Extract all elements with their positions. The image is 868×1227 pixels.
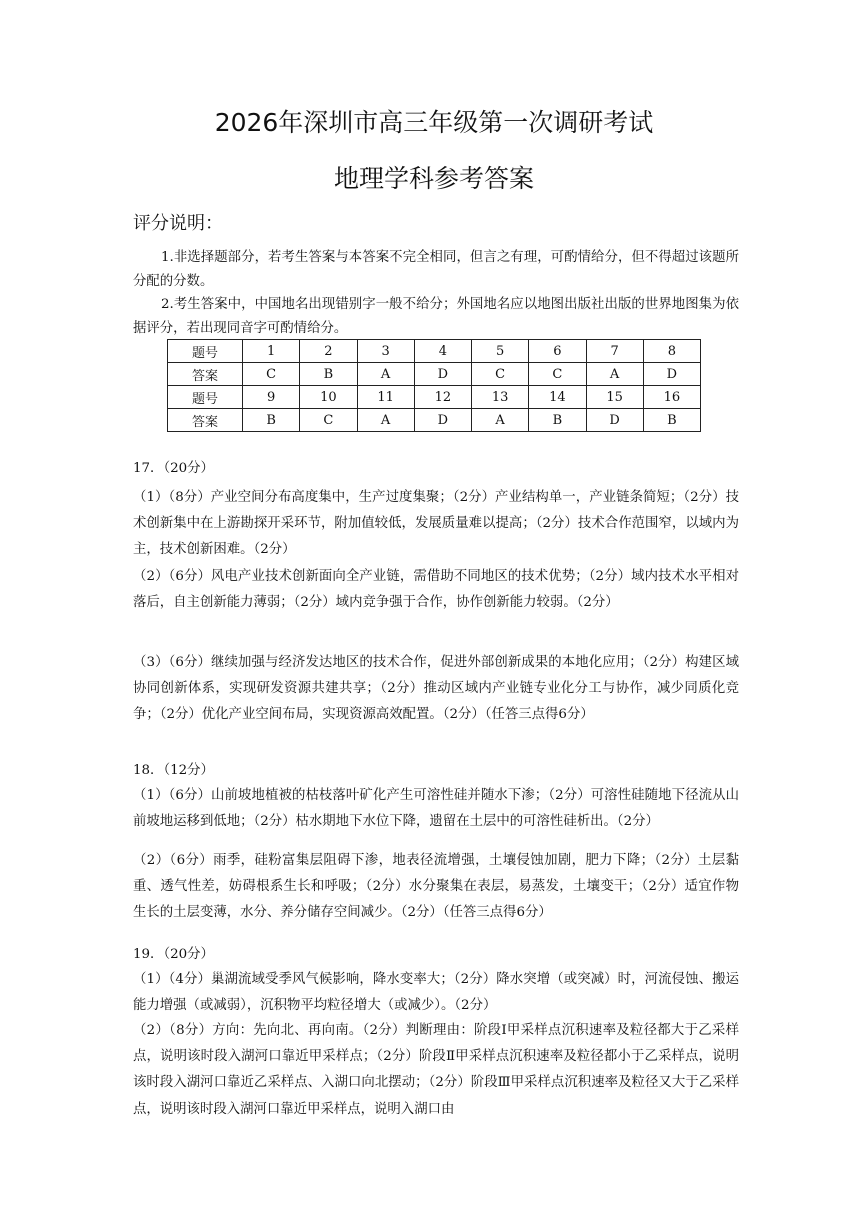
table-cell: B [300, 363, 357, 386]
table-cell: A [472, 409, 529, 432]
table-cell: A [586, 363, 643, 386]
question-17-part-3: （3）（6分）继续加强与经济发达地区的技术合作，促进外部创新成果的本地化应用；（2分）构建区域协同创新体系，实现研发资源共建共享；（2分）推动区域内产业链专业化分工与协作，减少同质化竞争；（2分）优化产业空间布局，实现资源高效配置。（2分）（任答三点得6分） [133, 655, 739, 723]
table-cell: B [643, 409, 700, 432]
table-row-numbers-1 [168, 340, 701, 363]
table-cell: D [414, 409, 471, 432]
table-cell: 8 [643, 340, 700, 363]
table-cell: D [643, 363, 700, 386]
table-row-answers-1 [168, 363, 701, 386]
table-cell: 3 [357, 340, 414, 363]
table-cell: 14 [529, 386, 586, 409]
table-cell: B [529, 409, 586, 432]
question-19-part-1: （1）（4分）巢湖流域受季风气候影响，降水变率大；（2分）降水突增（或突减）时，河流侵蚀、搬运能力增强（或减弱），沉积物平均粒径增大（或减少）。（2分） [133, 972, 739, 1014]
question-17-title: 17．（20分） [133, 461, 214, 476]
table-cell: D [586, 409, 643, 432]
table-cell: 1 [243, 340, 300, 363]
document-subtitle: 地理学科参考答案 [333, 164, 534, 193]
question-18-part-1: （1）（6分）山前坡地植被的枯枝落叶矿化产生可溶性硅并随水下渗；（2分）可溶性硅随地下径流从山前坡地运移到低地；（2分）枯水期地下水位下降，遗留在土层中的可溶性硅析出。（2分） [133, 788, 739, 830]
question-18-title: 18．（12分） [133, 763, 214, 778]
table-cell: 6 [529, 340, 586, 363]
question-18-part-2: （2）（6分）雨季，硅粉富集层阻碍下渗，地表径流增强，土壤侵蚀加剧，肥力下降；（2分）土层黏重、透气性差，妨碍根系生长和呼吸；（2分）水分聚集在表层，易蒸发，土壤变干；（2分）适宜作物生长的土层变薄，水分、养分储存空间减少。（2分）（任答三点得6分） [133, 853, 739, 921]
table-row-numbers-2 [168, 386, 701, 409]
table-cell: 4 [414, 340, 471, 363]
table-row-label: 题号 [168, 340, 243, 363]
answer-table [167, 339, 701, 432]
question-17-part-2: （2）（6分）风电产业技术创新面向全产业链，需借助不同地区的技术优势；（2分）域内技术水平相对落后，自主创新能力薄弱；（2分）域内竞争强于合作，协作创新能力较弱。（2分） [133, 569, 739, 611]
question-19-title: 19．（20分） [133, 947, 214, 962]
question-19-part-2: （2）（8分）方向：先向北、再向南。（2分）判断理由：阶段Ⅰ甲采样点沉积速率及粒径都大于乙采样点，说明该时段入湖河口靠近甲采样点；（2分）阶段Ⅱ甲采样点沉积速率及粒径都小于乙采样点，说明该时段入湖河口靠近乙采样点、入湖口向北摆动；（2分）阶段Ⅲ甲采样点沉积速率及粒径又大于乙采样点，说明该时段入湖河口靠近甲采样点，说明入湖口由 [133, 1023, 739, 1117]
scoring-note-2: 2.考生答案中，中国地名出现错别字一般不给分；外国地名应以地图出版社出版的世界地图集为依据评分，若出现同音字可酌情给分。 [133, 297, 739, 336]
table-cell: B [243, 409, 300, 432]
table-cell: 2 [300, 340, 357, 363]
table-cell: 10 [300, 386, 357, 409]
table-cell: 12 [414, 386, 471, 409]
table-cell: 11 [357, 386, 414, 409]
table-row-label: 答案 [168, 409, 243, 432]
scoring-heading: 评分说明： [133, 213, 223, 234]
table-row-label: 题号 [168, 386, 243, 409]
table-cell: 9 [243, 386, 300, 409]
table-cell: A [357, 363, 414, 386]
table-cell: 16 [643, 386, 700, 409]
question-17-part-1: （1）（8分）产业空间分布高度集中，生产过度集聚；（2分）产业结构单一，产业链条简短；（2分）技术创新集中在上游勘探开采环节，附加值较低，发展质量难以提高；（2分）技术合作范围窄，以域内为主，技术创新困难。（2分） [133, 490, 739, 558]
table-cell: C [243, 363, 300, 386]
table-row-answers-2 [168, 409, 701, 432]
table-cell: 13 [472, 386, 529, 409]
table-cell: C [529, 363, 586, 386]
table-cell: 15 [586, 386, 643, 409]
table-cell: C [300, 409, 357, 432]
scoring-note-1: 1.非选择题部分，若考生答案与本答案不完全相同，但言之有理，可酌情给分，但不得超过该题所分配的分数。 [133, 250, 739, 289]
table-cell: A [357, 409, 414, 432]
table-cell: 5 [472, 340, 529, 363]
table-cell: 7 [586, 340, 643, 363]
table-cell: D [414, 363, 471, 386]
table-cell: C [472, 363, 529, 386]
document-title: 2026年深圳市高三年级第一次调研考试 [214, 108, 654, 137]
table-row-label: 答案 [168, 363, 243, 386]
